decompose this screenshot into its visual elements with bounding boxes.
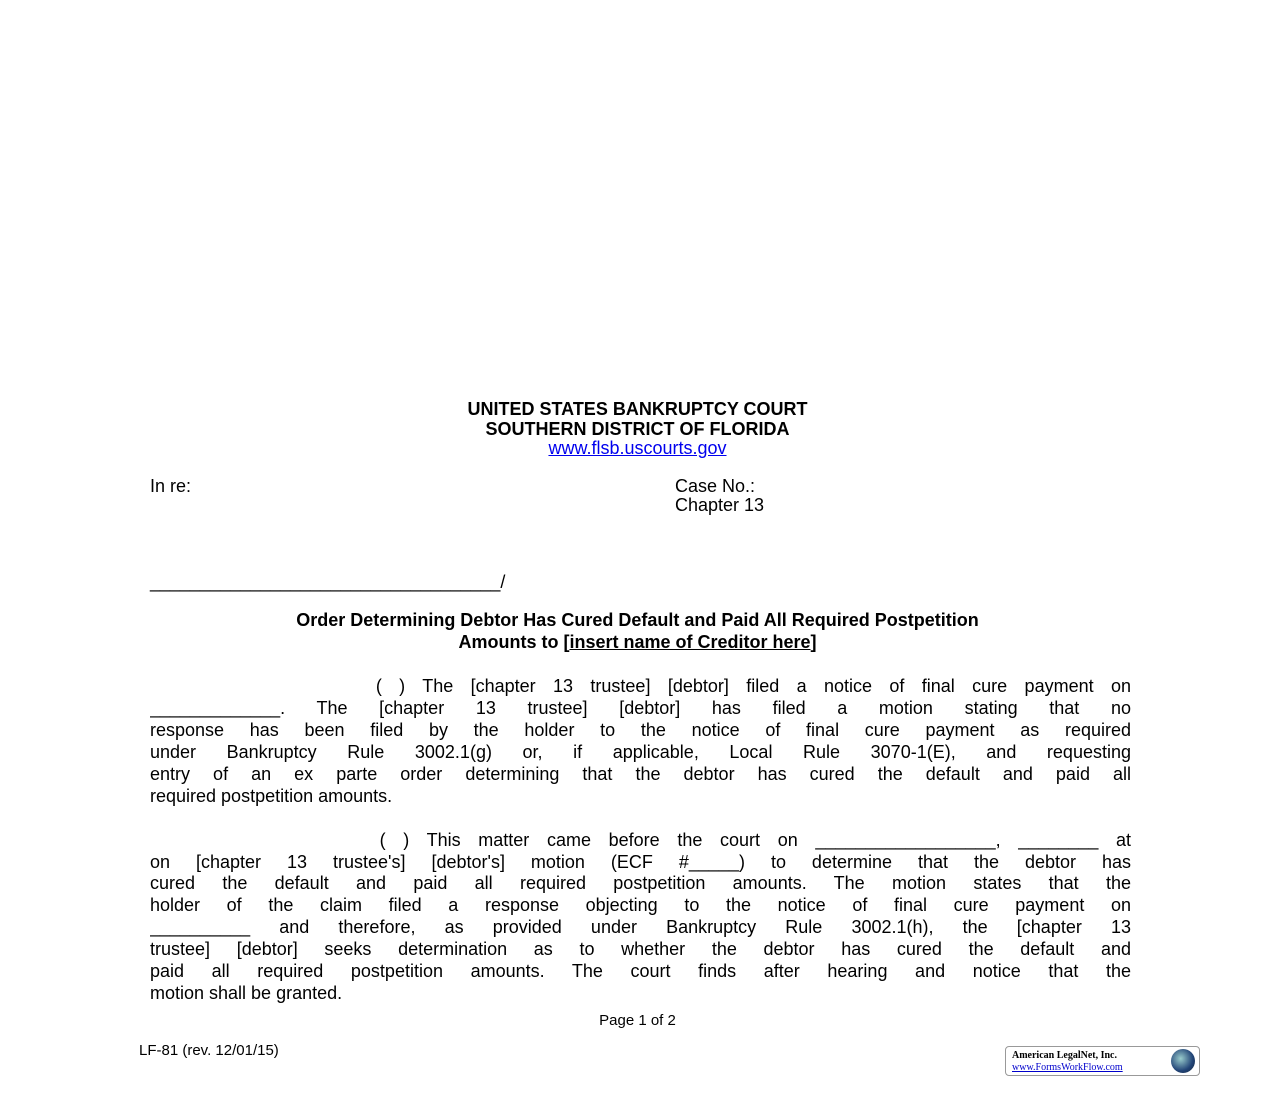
- district-name: SOUTHERN DISTRICT OF FLORIDA: [485, 419, 790, 439]
- creditor-name-placeholder: insert name of Creditor here: [569, 632, 811, 652]
- order-title-line1: Order Determining Debtor Has Cured Default and Paid All Required Postpetition: [296, 610, 979, 630]
- paragraph-line: response has been filed by the holder to the notice of final cure payment as required: [150, 720, 1131, 740]
- debtor-signature-line: ___________________________________/: [150, 572, 506, 592]
- in-re-label: In re:: [150, 476, 192, 496]
- paragraph-line: motion shall be granted.: [150, 983, 343, 1003]
- paragraph-line: ( ) This matter came before the court on __________________, ________ at: [150, 830, 1131, 850]
- badge-name: American LegalNet, Inc.: [1012, 1050, 1117, 1061]
- title-prefix: Amounts to [: [458, 632, 570, 652]
- chapter-label: Chapter 13: [675, 495, 765, 515]
- order-title-line2: [0, 632, 1275, 653]
- paragraph-line: trustee] [debtor] seeks determination as to whether the debtor has cured the default and: [150, 939, 1131, 959]
- paragraph-line: paid all required postpetition amounts. The court finds after hearing and notice that the: [150, 961, 1131, 981]
- case-number-label: Case No.:: [675, 476, 756, 496]
- paragraph-line: on [chapter 13 trustee's] [debtor's] motion (ECF #_____) to determine that the debtor has: [150, 852, 1131, 872]
- paragraph-line: _____________. The [chapter 13 trustee] [debtor] has filed a motion stating that no: [150, 698, 1131, 718]
- court-name: UNITED STATES BANKRUPTCY COURT: [467, 399, 808, 419]
- court-website-link[interactable]: www.flsb.uscourts.gov: [548, 438, 727, 458]
- paragraph-line: holder of the claim filed a response objecting to the notice of final cure payment on: [150, 895, 1131, 915]
- paragraph-line: entry of an ex parte order determining that the debtor has cured the default and paid all: [150, 764, 1131, 784]
- badge-url-link[interactable]: www.FormsWorkFlow.com: [1012, 1062, 1123, 1073]
- page-number: Page 1 of 2: [599, 1012, 676, 1029]
- form-id: LF-81 (rev. 12/01/15): [139, 1042, 279, 1059]
- paragraph-line: __________ and therefore, as provided under Bankruptcy Rule 3002.1(h), the [chapter 13: [150, 917, 1131, 937]
- globe-logo-icon: [1171, 1049, 1195, 1073]
- paragraph-line: required postpetition amounts.: [150, 786, 393, 806]
- paragraph-line: ( ) The [chapter 13 trustee] [debtor] filed a notice of final cure payment on: [150, 676, 1131, 696]
- paragraph-line: under Bankruptcy Rule 3002.1(g) or, if applicable, Local Rule 3070-1(E), and requesting: [150, 742, 1131, 762]
- paragraph-line: cured the default and paid all required postpetition amounts. The motion states that the: [150, 873, 1131, 893]
- title-suffix: ]: [810, 632, 817, 652]
- american-legalnet-badge[interactable]: [1005, 1046, 1200, 1076]
